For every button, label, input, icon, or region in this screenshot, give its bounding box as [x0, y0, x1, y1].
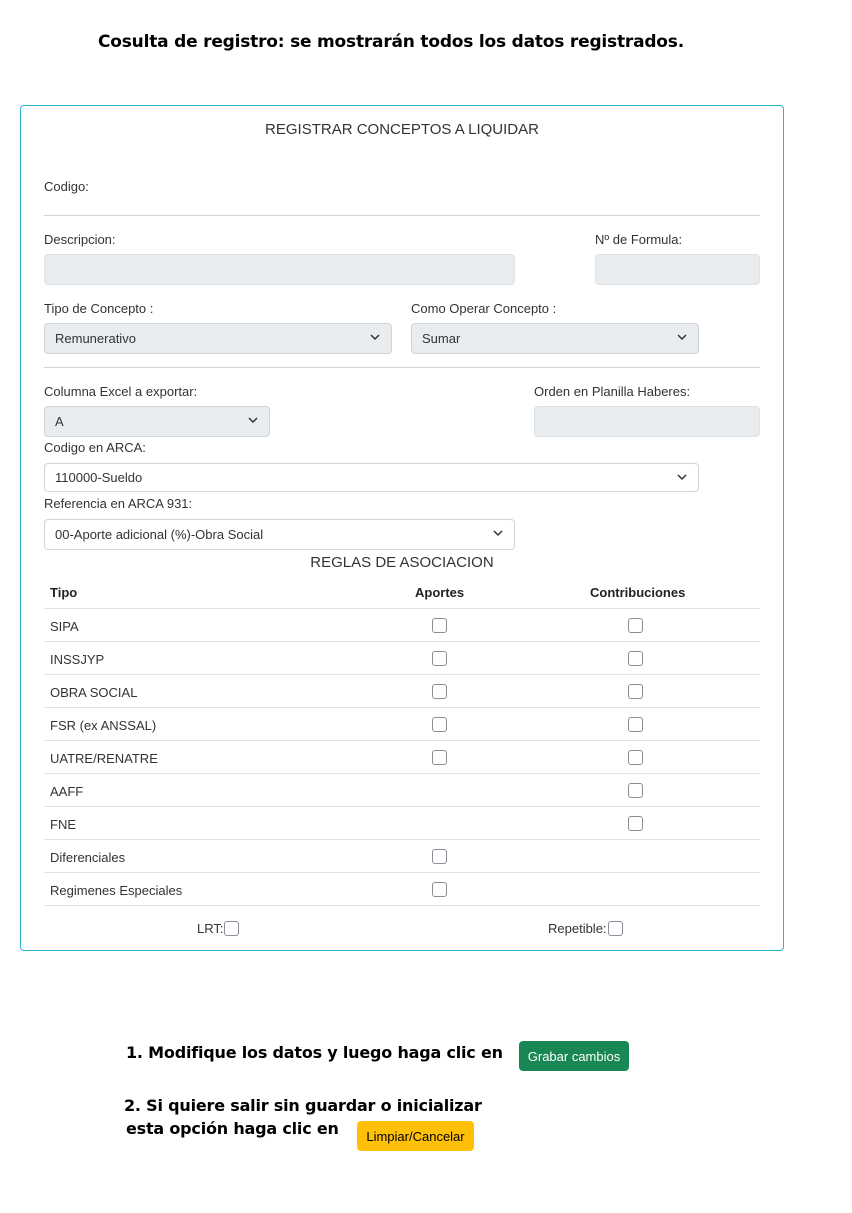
- operar-value: Sumar: [422, 331, 461, 346]
- table-row: [44, 839, 760, 872]
- contribuciones-checkbox[interactable]: [628, 684, 643, 699]
- contribuciones-checkbox[interactable]: [628, 750, 643, 765]
- table-bottom-border: [44, 905, 760, 906]
- columna-excel-label: Columna Excel a exportar:: [44, 384, 198, 399]
- descripcion-field[interactable]: [44, 254, 515, 285]
- row-tipo-label: INSSJYP: [50, 652, 105, 667]
- contribuciones-checkbox[interactable]: [628, 618, 643, 633]
- chevron-down-icon: [370, 332, 379, 341]
- aportes-checkbox[interactable]: [432, 618, 447, 633]
- contribuciones-checkbox[interactable]: [628, 651, 643, 666]
- orden-label: Orden en Planilla Haberes:: [534, 384, 691, 399]
- concept-form-card: [20, 105, 784, 951]
- tipo-concepto-select[interactable]: [44, 323, 392, 354]
- codigo-label: Codigo:: [44, 179, 89, 194]
- intro-text: Cosulta de registro: se mostrarán todos los datos registrados.: [98, 32, 684, 52]
- table-row: [44, 608, 760, 641]
- table-row: [44, 806, 760, 839]
- table-row: [44, 707, 760, 740]
- repetible-checkbox[interactable]: [608, 921, 623, 936]
- operar-select[interactable]: [411, 323, 699, 354]
- row-tipo-label: FSR (ex ANSSAL): [50, 718, 157, 733]
- chevron-down-icon: [677, 472, 686, 481]
- descripcion-label: Descripcion:: [44, 232, 116, 247]
- referencia-label: Referencia en ARCA 931:: [44, 496, 193, 511]
- table-row: [44, 773, 760, 806]
- row-tipo-label: UATRE/RENATRE: [50, 751, 158, 766]
- referencia-value: 00-Aporte adicional (%)-Obra Social: [55, 527, 264, 542]
- aportes-checkbox[interactable]: [432, 651, 447, 666]
- contribuciones-checkbox[interactable]: [628, 717, 643, 732]
- formula-label: Nº de Formula:: [595, 232, 683, 247]
- lrt-checkbox[interactable]: [224, 921, 239, 936]
- aportes-checkbox[interactable]: [432, 882, 447, 897]
- step1-text: 1. Modifique los datos y luego haga clic en: [126, 1043, 503, 1062]
- tipo-concepto-value: Remunerativo: [55, 331, 136, 346]
- form-title: REGISTRAR CONCEPTOS A LIQUIDAR: [265, 121, 539, 138]
- table-row: [44, 674, 760, 707]
- aportes-checkbox[interactable]: [432, 684, 447, 699]
- repetible-label: Repetible:: [548, 921, 607, 936]
- row-tipo-label: FNE: [50, 817, 76, 832]
- contribuciones-checkbox[interactable]: [628, 816, 643, 831]
- row-tipo-label: Diferenciales: [50, 850, 126, 865]
- table-row: [44, 641, 760, 674]
- col-contribuciones-header: Contribuciones: [590, 585, 686, 600]
- col-aportes-header: Aportes: [415, 585, 465, 600]
- row-tipo-label: AAFF: [50, 784, 84, 799]
- save-changes-button[interactable]: Grabar cambios: [519, 1041, 629, 1071]
- divider: [44, 367, 760, 368]
- columna-excel-select[interactable]: [44, 406, 270, 437]
- step2-line2: esta opción haga clic en: [126, 1119, 339, 1138]
- aportes-checkbox[interactable]: [432, 717, 447, 732]
- col-tipo-header: Tipo: [50, 585, 78, 600]
- codigo-arca-label: Codigo en ARCA:: [44, 440, 146, 455]
- chevron-down-icon: [677, 332, 686, 341]
- contribuciones-checkbox[interactable]: [628, 783, 643, 798]
- codigo-arca-select[interactable]: [44, 463, 699, 492]
- reglas-title: REGLAS DE ASOCIACION: [310, 554, 494, 571]
- chevron-down-icon: [493, 528, 502, 537]
- codigo-arca-value: 110000-Sueldo: [55, 470, 143, 485]
- row-tipo-label: SIPA: [50, 619, 79, 634]
- formula-field[interactable]: [595, 254, 760, 285]
- lrt-label: LRT:: [197, 921, 224, 936]
- operar-label: Como Operar Concepto :: [411, 301, 557, 316]
- referencia-select[interactable]: [44, 519, 515, 550]
- row-tipo-label: OBRA SOCIAL: [50, 685, 138, 700]
- table-row: [44, 872, 760, 905]
- clear-cancel-button[interactable]: Limpiar/Cancelar: [357, 1121, 474, 1151]
- divider: [44, 215, 760, 216]
- aportes-checkbox[interactable]: [432, 849, 447, 864]
- orden-field[interactable]: [534, 406, 760, 437]
- tipo-concepto-label: Tipo de Concepto :: [44, 301, 154, 316]
- aportes-checkbox[interactable]: [432, 750, 447, 765]
- row-tipo-label: Regimenes Especiales: [50, 883, 183, 898]
- table-row: [44, 740, 760, 773]
- columna-excel-value: A: [55, 414, 64, 429]
- chevron-down-icon: [248, 415, 257, 424]
- step2-line1: 2. Si quiere salir sin guardar o inicializar: [124, 1096, 482, 1115]
